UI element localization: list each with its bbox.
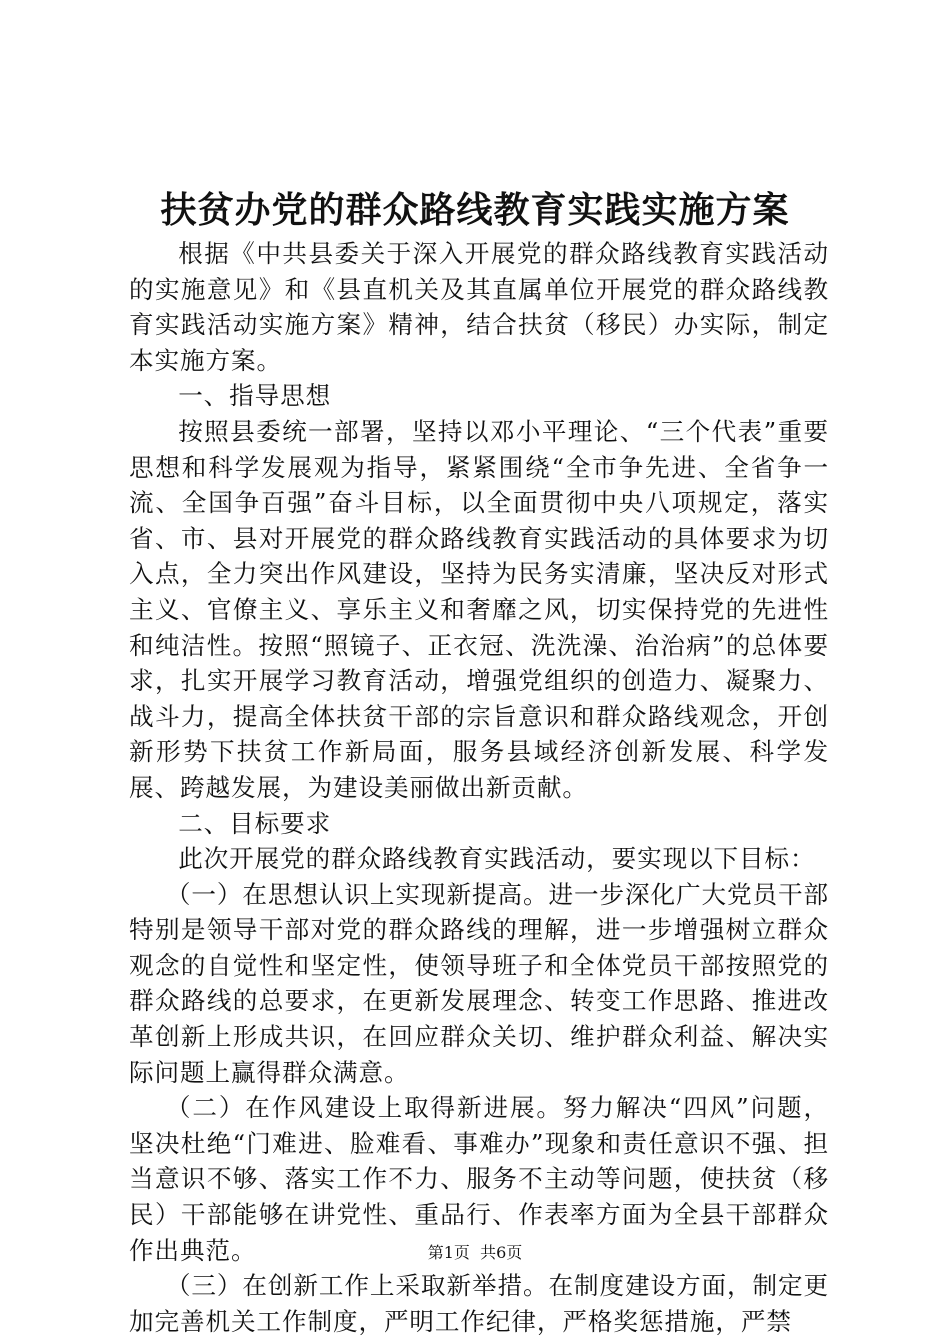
goal-item-2: （二）在作风建设上取得新进展。努力解决“四风”问题，坚决杜绝“门难进、脸难看、事难办”现象和责任意识不强、担当意识不够、落实工作不力、服务不主动等问题，使扶贫（移民）干部能够在讲党性、重品行、作表率方面为全县干部群众作出典范。 — [129, 1093, 829, 1265]
page-total: 共6页 — [480, 1243, 523, 1262]
section-heading-guiding-ideology: 一、指导思想 — [178, 381, 332, 411]
page-footer — [0, 1242, 950, 1264]
goal-item-3: （三）在创新工作上采取新举措。在制度建设方面，制定更加完善机关工作制度，严明工作纪律，严格奖惩措施，严禁 — [129, 1271, 829, 1336]
intro-paragraph: 根据《中共县委关于深入开展党的群众路线教育实践活动的实施意见》和《县直机关及其直属单位开展党的群众路线教育实践活动实施方案》精神，结合扶贫（移民）办实际，制定本实施方案。 — [129, 239, 829, 375]
page-number: 第1页 — [427, 1243, 470, 1262]
goals-intro-paragraph: 此次开展党的群众路线教育实践活动，要实现以下目标： — [178, 844, 816, 874]
section-heading-goals: 二、目标要求 — [178, 808, 332, 838]
document-body — [129, 236, 829, 1339]
document-title: 扶贫办党的群众路线教育实践实施方案 — [160, 189, 790, 231]
guiding-ideology-paragraph: 按照县委统一部署，坚持以邓小平理论、“三个代表”重要思想和科学发展观为指导，紧紧围绕“全市争先进、全省争一流、全国争百强”奋斗目标，以全面贯彻中央八项规定，落实省、市、县对开展党的群众路线教育实践活动的具体要求为切入点，全力突出作风建设，坚持为民务实清廉，坚决反对形式主义、官僚主义、享乐主义和奢靡之风，切实保持党的先进性和纯洁性。按照“照镜子、正衣冠、洗洗澡、治治病”的总体要求，扎实开展学习教育活动，增强党组织的创造力、凝聚力、战斗力，提高全体扶贫干部的宗旨意识和群众路线观念，开创新形势下扶贫工作新局面，服务县域经济创新发展、科学发展、跨越发展，为建设美丽做出新贡献。 — [129, 416, 829, 802]
goal-item-1: （一）在思想认识上实现新提高。进一步深化广大党员干部特别是领导干部对党的群众路线的理解，进一步增强树立群众观念的自觉性和坚定性，使领导班子和全体党员干部按照党的群众路线的总要求，在更新发展理念、转变工作思路、推进改革创新上形成共识，在回应群众关切、维护群众利益、解决实际问题上赢得群众满意。 — [129, 879, 829, 1087]
